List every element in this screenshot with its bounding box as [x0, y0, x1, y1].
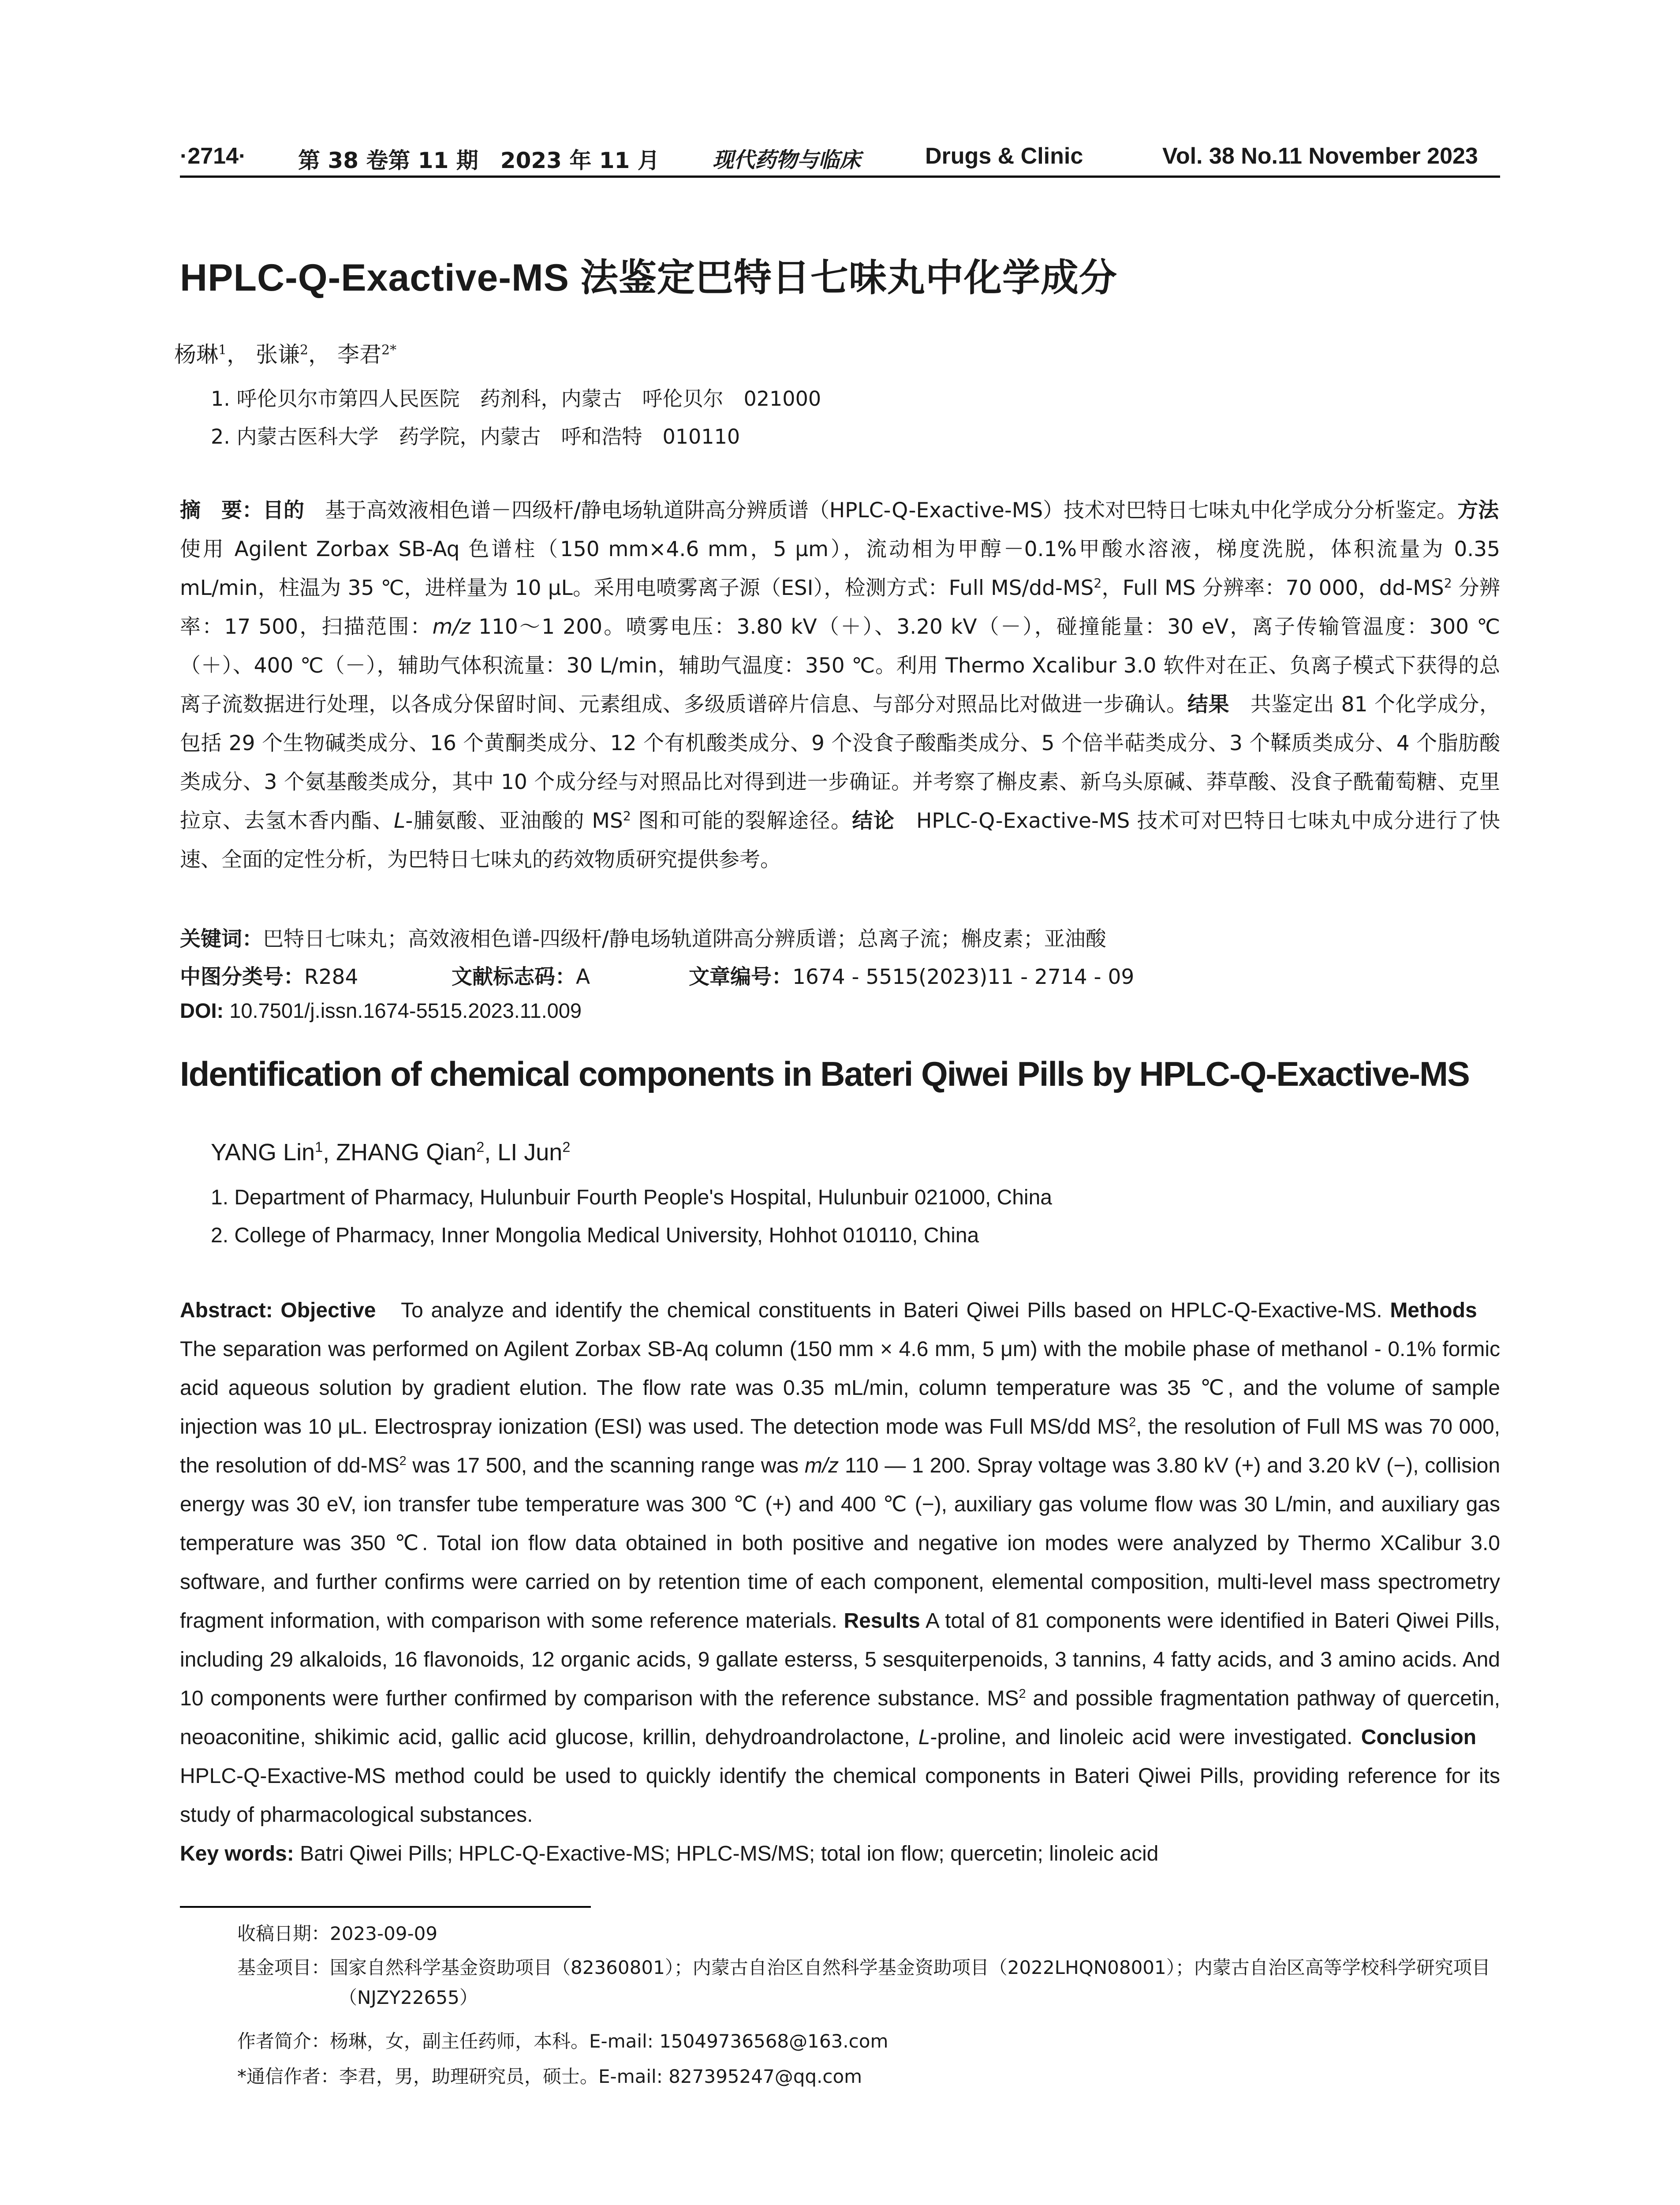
- objective-label: Objective: [280, 1299, 376, 1322]
- authors-cn: 杨琳$^1$， 张谦$^2$， 李君$^{2*}$: [174, 342, 397, 367]
- author-name: 张谦: [256, 342, 300, 367]
- objective-text: To analyze and identify the chemical constituents in Bateri Qiwei Pills based on HPLC-Q-Exactive-MS.: [376, 1299, 1382, 1322]
- methods-text: 使用 Agilent Zorbax SB-Aq 色谱柱（150 mm×4.6 mm，5 μm），流动相为甲醇－0.1%甲酸水溶液，梯度洗脱，体积流量为 0.35 mL/min，柱温为 35 ℃，进样量为 10 μL。采用电喷雾离子源（ESI），检测方式：Full MS/dd-MS: [180, 498, 1520, 600]
- affiliation-en-1: 1. Department of Pharmacy, Hulunbuir Fourth People's Hospital, Hulunbuir 021000, China: [211, 1186, 1052, 1209]
- article-title-cn: HPLC-Q-Exactive-MS 法鉴定巴特日七味丸中化学成分: [180, 257, 1117, 299]
- keywords-text: 巴特日七味丸；高效液相色谱-四级杆/静电场轨道阱高分辨质谱；总离子流；槲皮素；亚油酸: [263, 927, 1106, 951]
- journal-name-en: Drugs & Clinic: [925, 143, 1083, 169]
- superscript: 2: [399, 1454, 407, 1468]
- results-text: A total of 81 components were identified in Bateri Qiwei Pills, including 29 alkaloids, 16 flavonoids, 12 organic acids, 9 gallate esterss, 5 sesquiterpenoids, 3 tannins, 4 fatty acids, and 3 amino acids. And 10 components were further confirmed by comparison with the reference substance. MS: [180, 1609, 1500, 1710]
- l-italic: L: [918, 1726, 930, 1749]
- author-bio-label: 作者简介：: [237, 2030, 330, 2052]
- footnote-rule: [180, 1906, 591, 1908]
- l-italic: L: [394, 809, 406, 833]
- superscript: 2: [1094, 576, 1102, 591]
- doc-code-label: 文献标志码：: [452, 965, 576, 989]
- mz-italic: m/z: [432, 615, 470, 639]
- keywords-en-text: Batri Qiwei Pills; HPLC-Q-Exactive-MS; HPLC-MS/MS; total ion flow; quercetin; linoleic acid: [294, 1842, 1159, 1865]
- mz-italic: m/z: [804, 1454, 839, 1477]
- corresponding-label: *通信作者：: [237, 2066, 340, 2087]
- author-name: , ZHANG Qian: [323, 1139, 477, 1166]
- keywords-en-label: Key words:: [180, 1842, 294, 1865]
- footnote-funding: [237, 1953, 1600, 2013]
- clc-value: R284: [304, 965, 358, 989]
- objective-label: 目的: [263, 498, 304, 523]
- author-affil-mark: 2: [562, 1139, 571, 1155]
- methods-label: Methods: [1390, 1299, 1477, 1322]
- author-affil-mark: 1: [218, 342, 227, 358]
- methods-text: ，Full MS 分辨率：70 000，dd-MS: [1101, 576, 1444, 600]
- article-title-en: Identification of chemical components in Bateri Qiwei Pills by HPLC-Q-Exactive-MS: [180, 1054, 1469, 1093]
- conclusion-label: Conclusion: [1361, 1726, 1477, 1749]
- methods-text: 分辨率：17 500，扫描范围：: [180, 576, 1500, 639]
- issue-cn: 第 38 卷第 11 期 2023 年 11 月: [298, 148, 660, 173]
- methods-label: 方法: [1457, 498, 1499, 523]
- journal-name-cn: 现代药物与临床: [713, 148, 861, 172]
- results-text: -脯氨酸、亚油酸的 MS: [405, 809, 623, 833]
- issue-en: Vol. 38 No.11 November 2023: [1162, 143, 1478, 169]
- abstract-label: 摘 要：: [180, 498, 263, 523]
- authors-en: [211, 1139, 570, 1166]
- corresponding-text: 李君，男，助理研究员，硕士。E-mail: 827395247@qq.com: [339, 2066, 862, 2087]
- affiliation-cn-2: 2. 内蒙古医科大学 药学院，内蒙古 呼和浩特 010110: [211, 425, 740, 448]
- results-text: 图和可能的裂解途径。: [631, 809, 852, 833]
- superscript: 2: [623, 809, 631, 824]
- affiliation-cn-1: 1. 呼伦贝尔市第四人民医院 药剂科，内蒙古 呼伦贝尔 021000: [211, 387, 821, 411]
- results-text: -proline, and linoleic acid were investigated.: [930, 1726, 1353, 1749]
- superscript: 2: [1019, 1687, 1026, 1701]
- doi-value: 10.7501/j.issn.1674-5515.2023.11.009: [224, 999, 582, 1022]
- author-affil-mark: 2*: [381, 342, 397, 358]
- methods-text: The separation was performed on Agilent Zorbax SB-Aq column (150 mm × 4.6 mm, 5 μm) with the mobile phase of methanol - 0.1% formic acid aqueous solution by gradient elution. The flow rate was 0.35 mL/min, column temperature was 35 ℃, and the volume of sample injection was 10 μL. Electrospray ionization (ESI) was used. The detection mode was Full MS/dd MS: [180, 1299, 1500, 1439]
- clc-label: 中图分类号：: [180, 965, 304, 989]
- received-label: 收稿日期：: [237, 1923, 330, 1944]
- classification-line: [180, 960, 1135, 990]
- abstract-cn: [180, 491, 1520, 879]
- received-date: 2023-09-09: [330, 1923, 438, 1944]
- superscript: 2: [1129, 1415, 1136, 1429]
- running-header: [180, 139, 1500, 175]
- conclusion-text: HPLC-Q-Exactive-MS 技术可对巴特日七味丸中成分进行了快速、全面的定性分析，为巴特日七味丸的药效物质研究提供参考。: [180, 809, 1500, 872]
- methods-text: was 17 500, and the scanning range was: [406, 1454, 805, 1477]
- conclusion-text: HPLC-Q-Exactive-MS method could be used to quickly identify the chemical components in Bateri Qiwei Pills, providing reference for its study of pharmacological substances.: [180, 1726, 1500, 1827]
- header-rule: [180, 176, 1500, 178]
- footnote-corresponding: [237, 2062, 862, 2089]
- footnote-received: [237, 1919, 437, 1946]
- author-affil-mark: 1: [315, 1139, 323, 1155]
- doi-label: DOI:: [180, 999, 224, 1022]
- affiliation-en-2: 2. College of Pharmacy, Inner Mongolia Medical University, Hohhot 010110, China: [211, 1224, 979, 1247]
- methods-text: 110 — 1 200. Spray voltage was 3.80 kV (+) and 3.20 kV (−), collision energy was 30 eV, ion transfer tube temperature was 300 ℃ (+) and 400 ℃ (−), auxiliary gas volume flow was 30 L/min, and auxiliary gas temperature was 350 ℃. Total ion flow data obtained in both positive and negative ion modes were analyzed by Thermo XCalibur 3.0 software, and further confirms were carried on by retention time of each component, elemental composition, multi-level mass spectrometry fragment information, with comparison with some reference materials.: [180, 1454, 1501, 1633]
- author-name: 李君: [337, 342, 381, 367]
- results-label: Results: [844, 1609, 920, 1633]
- abstract-en: [180, 1291, 1500, 1873]
- results-label: 结果: [1187, 692, 1230, 717]
- objective-text: 基于高效液相色谱－四级杆/静电场轨道阱高分辨质谱（HPLC-Q-Exactive-MS）技术对巴特日七味丸中化学成分分析鉴定。: [304, 498, 1458, 523]
- author-name: 杨琳: [174, 342, 218, 367]
- article-no-value: 1674 - 5515(2023)11 - 2714 - 09: [792, 965, 1135, 989]
- author-name: YANG Lin: [211, 1139, 315, 1166]
- keywords-cn: [180, 923, 1106, 952]
- page-number: ·2714·: [180, 143, 246, 169]
- footnote-author: [237, 2027, 888, 2053]
- doc-code-value: A: [576, 965, 590, 989]
- abstract-label: Abstract:: [180, 1299, 273, 1322]
- methods-text: 110～1 200。喷雾电压：3.80 kV（＋）、3.20 kV（－），碰撞能量：30 eV，离子传输管温度：300 ℃（＋）、400 ℃（－），辅助气体积流量：30 L/min，辅助气温度：350 ℃。利用 Thermo Xcalibur 3.0 软件对在正、负离子模式下获得的总离子流数据进行处理，以各成分保留时间、元素组成、多级质谱碎片信息、与部分对照品比对做进一步确认。: [180, 615, 1500, 717]
- results-text: and possible fragmentation pathway of quercetin, neoaconitine, shikimic acid, gallic acid glucose, krillin, dehydroandrolactone,: [180, 1687, 1501, 1749]
- methods-text: , the resolution of Full MS was 70 000, the resolution of dd-MS: [180, 1415, 1500, 1477]
- keywords-label: 关键词：: [180, 927, 263, 951]
- article-no-label: 文章编号：: [689, 965, 792, 989]
- funding-label: 基金项目：: [237, 1957, 330, 1978]
- author-affil-mark: 2: [300, 342, 309, 358]
- author-affil-mark: 2: [476, 1139, 485, 1155]
- results-text: 共鉴定出 81 个化学成分，包括 29 个生物碱类成分、16 个黄酮类成分、12 个有机酸类成分、9 个没食子酸酯类成分、5 个倍半萜类成分、3 个鞣质类成分、4 个脂肪酸类成分、3 个氨基酸类成分，其中 10 个成分经与对照品比对得到进一步确证。并考察了槲皮素、新乌头原碱、莽草酸、没食子酰葡萄糖、克里拉京、去氢木香内酯、: [180, 692, 1501, 833]
- superscript: 2: [1444, 576, 1452, 591]
- doi-line: [180, 998, 582, 1023]
- author-bio-text: 杨琳，女，副主任药师，本科。E-mail: 15049736568@163.com: [330, 2030, 889, 2052]
- funding-text: 国家自然科学基金资助项目（82360801）；内蒙古自治区自然科学基金资助项目（2022LHQN08001）；内蒙古自治区高等学校科学研究项目（NJZY22655）: [330, 1957, 1490, 2008]
- conclusion-label: 结论: [852, 809, 895, 833]
- author-name: , LI Jun: [484, 1139, 563, 1166]
